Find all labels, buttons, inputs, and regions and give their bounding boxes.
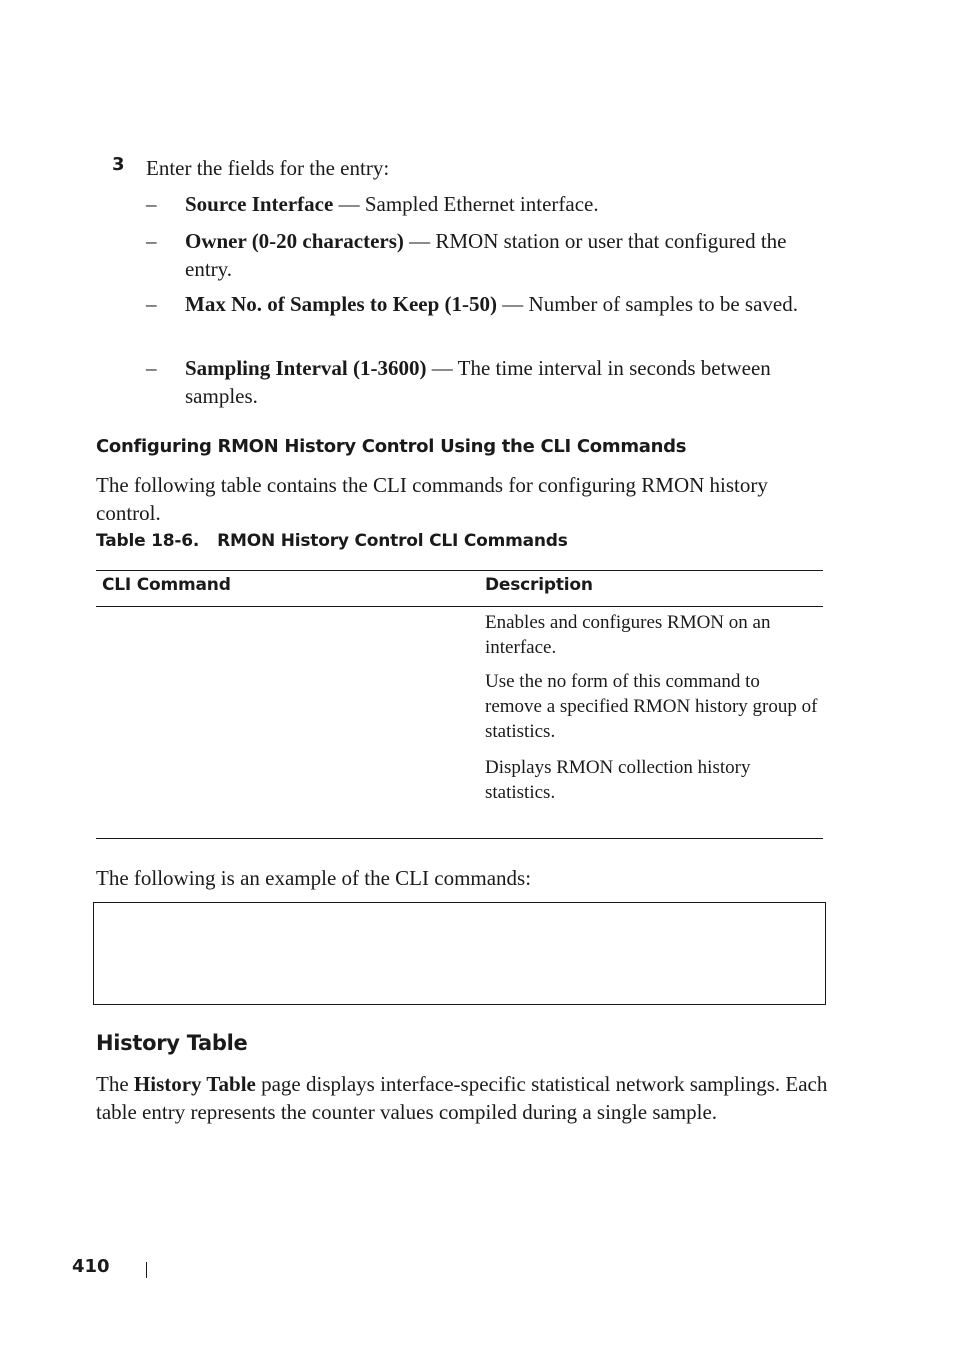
- table-bottom-rule: [96, 838, 823, 839]
- bullet-body: [185, 227, 825, 283]
- header-description: Description: [485, 575, 593, 595]
- bullet-description: RMON station or user that configured the entry.: [185, 229, 787, 281]
- history-paragraph: [96, 1070, 831, 1126]
- step-number: 3: [112, 154, 125, 175]
- bullet-term: Owner (0-20 characters): [185, 229, 404, 253]
- bullet-term: Sampling Interval (1-3600): [185, 356, 427, 380]
- intro-paragraph: The following table contains the CLI commands for configuring RMON history control.: [96, 473, 768, 525]
- bullet-dash: –: [146, 292, 157, 316]
- table-top-rule: [96, 570, 823, 571]
- bullet-description: Number of samples to be saved.: [528, 292, 798, 316]
- bullet-description: The time interval in seconds between samples.: [185, 356, 771, 408]
- code-example-box: [93, 902, 826, 1005]
- bullet-separator: —: [333, 192, 365, 216]
- page-number: 410: [72, 1256, 110, 1277]
- code-example: [94, 903, 825, 919]
- bullet-description: Sampled Ethernet interface.: [364, 192, 599, 216]
- history-text-before: The: [96, 1072, 134, 1096]
- bullet-separator: —: [497, 292, 529, 316]
- history-term: History Table: [133, 1072, 256, 1096]
- bullet-dash: –: [146, 192, 157, 216]
- row-description: Displays RMON collection history statistics.: [485, 757, 751, 803]
- bullet-dash: –: [146, 356, 157, 380]
- bullet-body: [185, 190, 825, 218]
- bullet-separator: —: [403, 229, 436, 253]
- example-intro: The following is an example of the CLI commands:: [96, 866, 532, 890]
- table-caption: [96, 531, 568, 551]
- history-text-after: page displays interface-specific statistical network samplings. Each table entry represents the counter values compiled during a single sample.: [96, 1072, 828, 1124]
- footer-divider: [146, 1262, 147, 1278]
- bullet-body: [185, 354, 825, 410]
- history-table-heading: History Table: [96, 1031, 248, 1055]
- row-description: Use the no form of this command to remove a specified RMON history group of statistics.: [485, 671, 818, 742]
- row-description: Enables and configures RMON on an interface.: [485, 612, 771, 658]
- bullet-term: Max No. of Samples to Keep (1-50): [185, 292, 498, 316]
- table-header-rule: [96, 606, 823, 607]
- table-caption-title: RMON History Control CLI Commands: [217, 531, 568, 551]
- table-caption-number: Table 18-6.: [96, 531, 200, 551]
- header-cli-command: CLI Command: [102, 575, 231, 595]
- bullet-separator: —: [426, 356, 458, 380]
- bullet-dash: –: [146, 229, 157, 253]
- bullet-body: [185, 290, 825, 318]
- bullet-term: Source Interface: [185, 192, 334, 216]
- section-heading: Configuring RMON History Control Using the CLI Commands: [96, 436, 687, 457]
- step-text: Enter the fields for the entry:: [146, 156, 390, 180]
